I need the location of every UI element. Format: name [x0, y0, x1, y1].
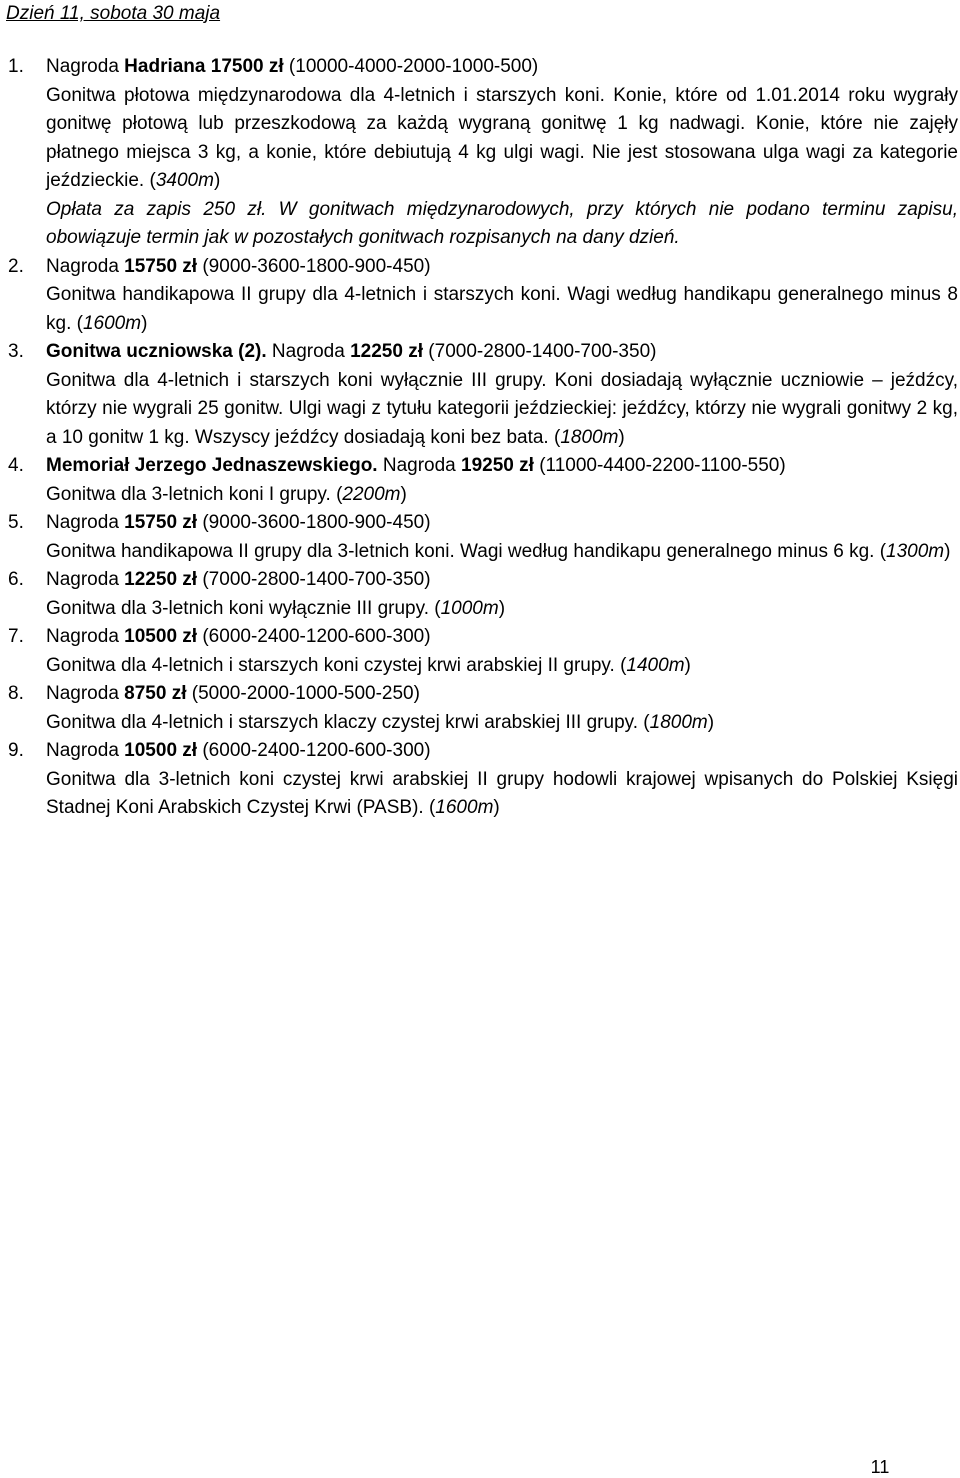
page-number: 11 [870, 1457, 890, 1477]
prize-prefix: Nagroda [46, 569, 125, 590]
prize-prefix: Nagroda [46, 626, 125, 647]
race-number: 5. [8, 512, 24, 533]
conditions-close: ) [944, 540, 951, 562]
prize-prefix: Nagroda [266, 341, 351, 362]
race-number: 1. [8, 56, 24, 77]
race-list [0, 53, 960, 823]
race-title: Gonitwa uczniowska (2). [46, 341, 267, 362]
prize-amount: 19250 zł [461, 455, 534, 476]
race-conditions [46, 82, 958, 196]
prize-split: (11000-4400-2200-1100-550) [533, 455, 786, 476]
race-prize-line [46, 680, 958, 709]
prize-split: (9000-3600-1800-900-450) [197, 255, 431, 277]
prize-prefix: Nagroda [46, 740, 125, 761]
race-body [46, 253, 958, 339]
conditions-close: ) [707, 711, 715, 733]
race-item [0, 566, 960, 623]
race-distance: 1400m [626, 654, 685, 676]
conditions-close: ) [684, 654, 691, 676]
race-body [46, 338, 958, 452]
race-conditions [46, 481, 958, 510]
prize-prefix: Nagroda [46, 255, 125, 277]
prize-split: (7000-2800-1400-700-350) [197, 569, 431, 590]
race-distance: 3400m [155, 170, 214, 191]
race-item [0, 623, 960, 680]
prize-prefix: Nagroda [46, 683, 125, 704]
prize-split: (10000-4000-2000-1000-500) [283, 56, 539, 77]
fee-note: Opłata za zapis 250 zł. W gonitwach międzynarodowych, przy których nie podano terminu zapisu, obowiązuje termin jak w pozostałych gonitwach rozpisanych na dany dzień. [46, 198, 958, 248]
conditions-text: Gonitwa handikapowa II grupy dla 3-letnich koni. Wagi według handikapu generalnego minus 6 kg. ( [46, 540, 887, 562]
race-body [46, 452, 958, 509]
prize-split: (6000-2400-1200-600-300) [197, 740, 431, 761]
race-item [0, 680, 960, 737]
race-distance: 1800m [560, 426, 619, 448]
day-heading: Dzień 11, sobota 30 maja [6, 3, 221, 24]
race-prize-line [46, 253, 958, 282]
conditions-text: Gonitwa dla 3-letnich koni czystej krwi arabskiej II grupy hodowli krajowej wpisanych do Polskiej Księgi Stadnej Koni Arabskich Czystej Krwi (PASB). ( [46, 768, 958, 818]
race-prize-line [46, 338, 958, 367]
prize-split: (7000-2800-1400-700-350) [423, 341, 657, 362]
race-prize-line [46, 509, 958, 538]
prize-split: (9000-3600-1800-900-450) [197, 512, 431, 533]
race-distance: 1300m [886, 540, 945, 562]
conditions-close: ) [493, 797, 500, 818]
conditions-close: ) [498, 597, 506, 619]
race-prize-line [46, 53, 958, 82]
race-conditions [46, 538, 958, 567]
race-body [46, 566, 958, 623]
race-distance: 1800m [649, 711, 708, 733]
race-conditions [46, 595, 958, 624]
prize-amount: 10500 zł [124, 740, 198, 761]
race-distance: 1600m [82, 312, 142, 334]
race-body [46, 737, 958, 823]
conditions-close: ) [618, 426, 625, 448]
conditions-text: Gonitwa dla 3-letnich koni wyłącznie III grupy. ( [46, 597, 441, 619]
race-prize-line [46, 566, 958, 595]
prize-prefix: Nagroda [377, 455, 462, 476]
race-conditions [46, 281, 958, 338]
prize-amount: 12250 zł [350, 341, 424, 362]
prize-split: (6000-2400-1200-600-300) [197, 626, 431, 647]
prize-amount: 8750 zł [124, 683, 187, 704]
race-distance: 2200m [342, 483, 401, 505]
race-prize-line [46, 452, 958, 481]
conditions-text: Gonitwa dla 4-letnich i starszych klaczy czystej krwi arabskiej III grupy. ( [46, 711, 650, 733]
race-item [0, 53, 960, 253]
conditions-text: Gonitwa dla 4-letnich i starszych koni wyłącznie III grupy. Koni dosiadają wyłącznie uczniowie – jeźdźcy, którzy nie wygrali 25 gonitw. Ulgi wagi z tytułu kategorii jeździeckiej: jeźdźcy, którzy nie wygrali gonitwy 2 kg, a 10 gonitw 1 kg. Wszyscy jeźdźcy dosiadają koni bez bata. ( [46, 369, 958, 448]
prize-prefix: Nagroda [46, 512, 125, 533]
prize-amount: 15750 zł [124, 512, 198, 533]
race-body [46, 53, 958, 253]
prize-amount: 12250 zł [124, 569, 198, 590]
prize-amount: 15750 zł [124, 255, 198, 277]
race-item [0, 452, 960, 509]
race-prize-line [46, 623, 958, 652]
race-number: 2. [8, 255, 24, 277]
race-prize-line [46, 737, 958, 766]
race-conditions [46, 766, 958, 823]
race-item [0, 509, 960, 566]
race-item [0, 253, 960, 339]
race-number: 3. [8, 341, 24, 362]
race-title: Memoriał Jerzego Jednaszewskiego. [46, 455, 378, 476]
prize-amount: 17500 zł [205, 56, 284, 77]
conditions-text: Gonitwa dla 3-letnich koni I grupy. ( [46, 483, 343, 505]
race-number: 9. [8, 740, 24, 761]
conditions-close: ) [213, 170, 221, 191]
conditions-close: ) [400, 483, 407, 505]
race-title: Hadriana [124, 56, 206, 77]
conditions-close: ) [141, 312, 148, 334]
race-item [0, 737, 960, 823]
race-number: 7. [8, 626, 24, 647]
race-conditions [46, 367, 958, 453]
race-number: 6. [8, 569, 24, 590]
conditions-text: Gonitwa płotowa międzynarodowa dla 4-letnich i starszych koni. Konie, które od 1.01.2014 roku wygrały gonitwę płotową lub przeszkodową za każdą wygraną gonitwę 1 kg nadwagi. Konie, które nie zajęły płatnego miejsca 3 kg, a konie, które debiutują 4 kg ulgi wagi. Nie jest stosowana ulga wagi za kategorie jeździeckie. ( [46, 84, 958, 191]
race-distance: 1600m [435, 797, 494, 818]
race-conditions [46, 652, 958, 681]
race-distance: 1000m [440, 597, 499, 619]
conditions-text: Gonitwa dla 4-letnich i starszych koni czystej krwi arabskiej II grupy. ( [46, 654, 627, 676]
prize-prefix: Nagroda [46, 56, 125, 77]
race-number: 4. [8, 455, 24, 476]
conditions-text: Gonitwa handikapowa II grupy dla 4-letnich i starszych koni. Wagi według handikapu generalnego minus 8 kg. ( [46, 284, 958, 334]
race-number: 8. [8, 683, 24, 704]
race-body [46, 623, 958, 680]
race-body [46, 509, 958, 566]
race-conditions [46, 709, 958, 738]
race-item [0, 338, 960, 452]
prize-amount: 10500 zł [124, 626, 198, 647]
race-body [46, 680, 958, 737]
prize-split: (5000-2000-1000-500-250) [186, 683, 420, 704]
